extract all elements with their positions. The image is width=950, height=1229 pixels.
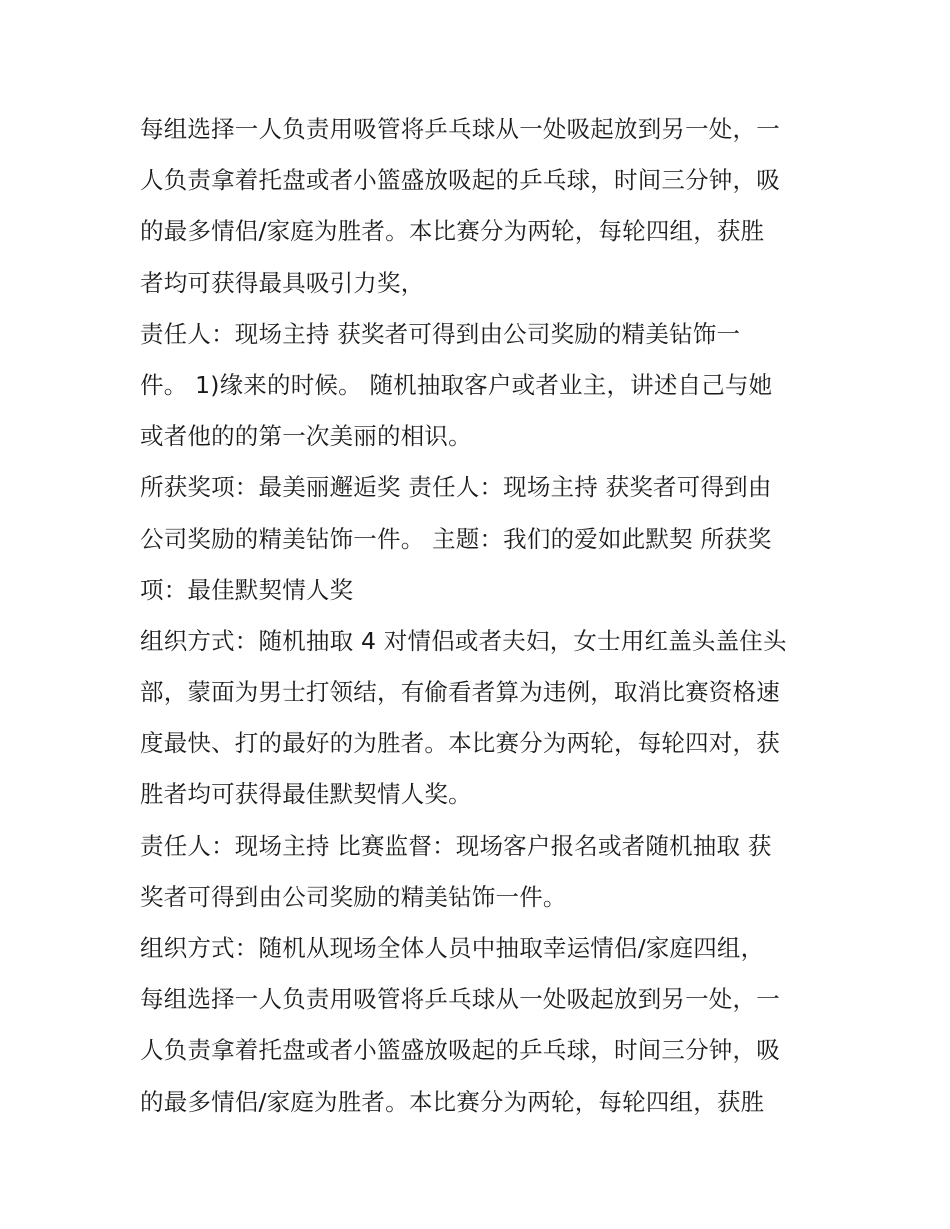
text-line-11: 组织方式：随机抽取 4 对情侣或者夫妇，女士用红盖头盖住头 (140, 626, 787, 655)
text-line-14: 胜者均可获得最佳默契情人奖。 (140, 780, 472, 809)
text-line-18: 每组选择一人负责用吸管将乒乓球从一处吸起放到另一处，一 (140, 985, 780, 1014)
text-line-5: 责任人：现场主持 获奖者可得到由公司奖励的精美钻饰一 (140, 319, 741, 348)
text-line-13: 度最快、打的最好的为胜者。本比赛分为两轮，每轮四对，获 (140, 729, 780, 758)
text-line-6: 件。 1)缘来的时候。 随机抽取客户或者业主，讲述自己与她 (140, 370, 773, 399)
text-line-4: 者均可获得最具吸引力奖， (140, 268, 425, 297)
text-line-16: 奖者可得到由公司奖励的精美钻饰一件。 (140, 882, 567, 911)
text-line-19: 人负责拿着托盘或者小篮盛放吸起的乒乓球，时间三分钟，吸 (140, 1036, 780, 1065)
text-line-3: 的最多情侣/家庭为胜者。本比赛分为两轮，每轮四组，获胜 (140, 217, 765, 246)
text-line-17: 组织方式：随机从现场全体人员中抽取幸运情侣/家庭四组， (140, 934, 765, 962)
text-line-1: 每组选择一人负责用吸管将乒乓球从一处吸起放到另一处，一 (140, 115, 780, 143)
text-line-9: 公司奖励的精美钻饰一件。 主题：我们的爱如此默契 所获奖 (140, 524, 772, 553)
text-line-15: 责任人：现场主持 比赛监督：现场客户报名或者随机抽取 获 (140, 831, 772, 860)
text-line-2: 人负责拿着托盘或者小篮盛放吸起的乒乓球，时间三分钟，吸 (140, 166, 780, 195)
text-line-7: 或者他的的第一次美丽的相识。 (140, 422, 472, 451)
text-line-8: 所获奖项：最美丽邂逅奖 责任人：现场主持 获奖者可得到由 (140, 473, 772, 502)
text-line-20: 的最多情侣/家庭为胜者。本比赛分为两轮，每轮四组，获胜 (140, 1087, 765, 1116)
text-line-10: 项：最佳默契情人奖 (140, 575, 354, 604)
text-line-12: 部，蒙面为男士打领结，有偷看者算为违例，取消比赛资格速 (140, 678, 780, 707)
document-body (140, 104, 820, 1128)
